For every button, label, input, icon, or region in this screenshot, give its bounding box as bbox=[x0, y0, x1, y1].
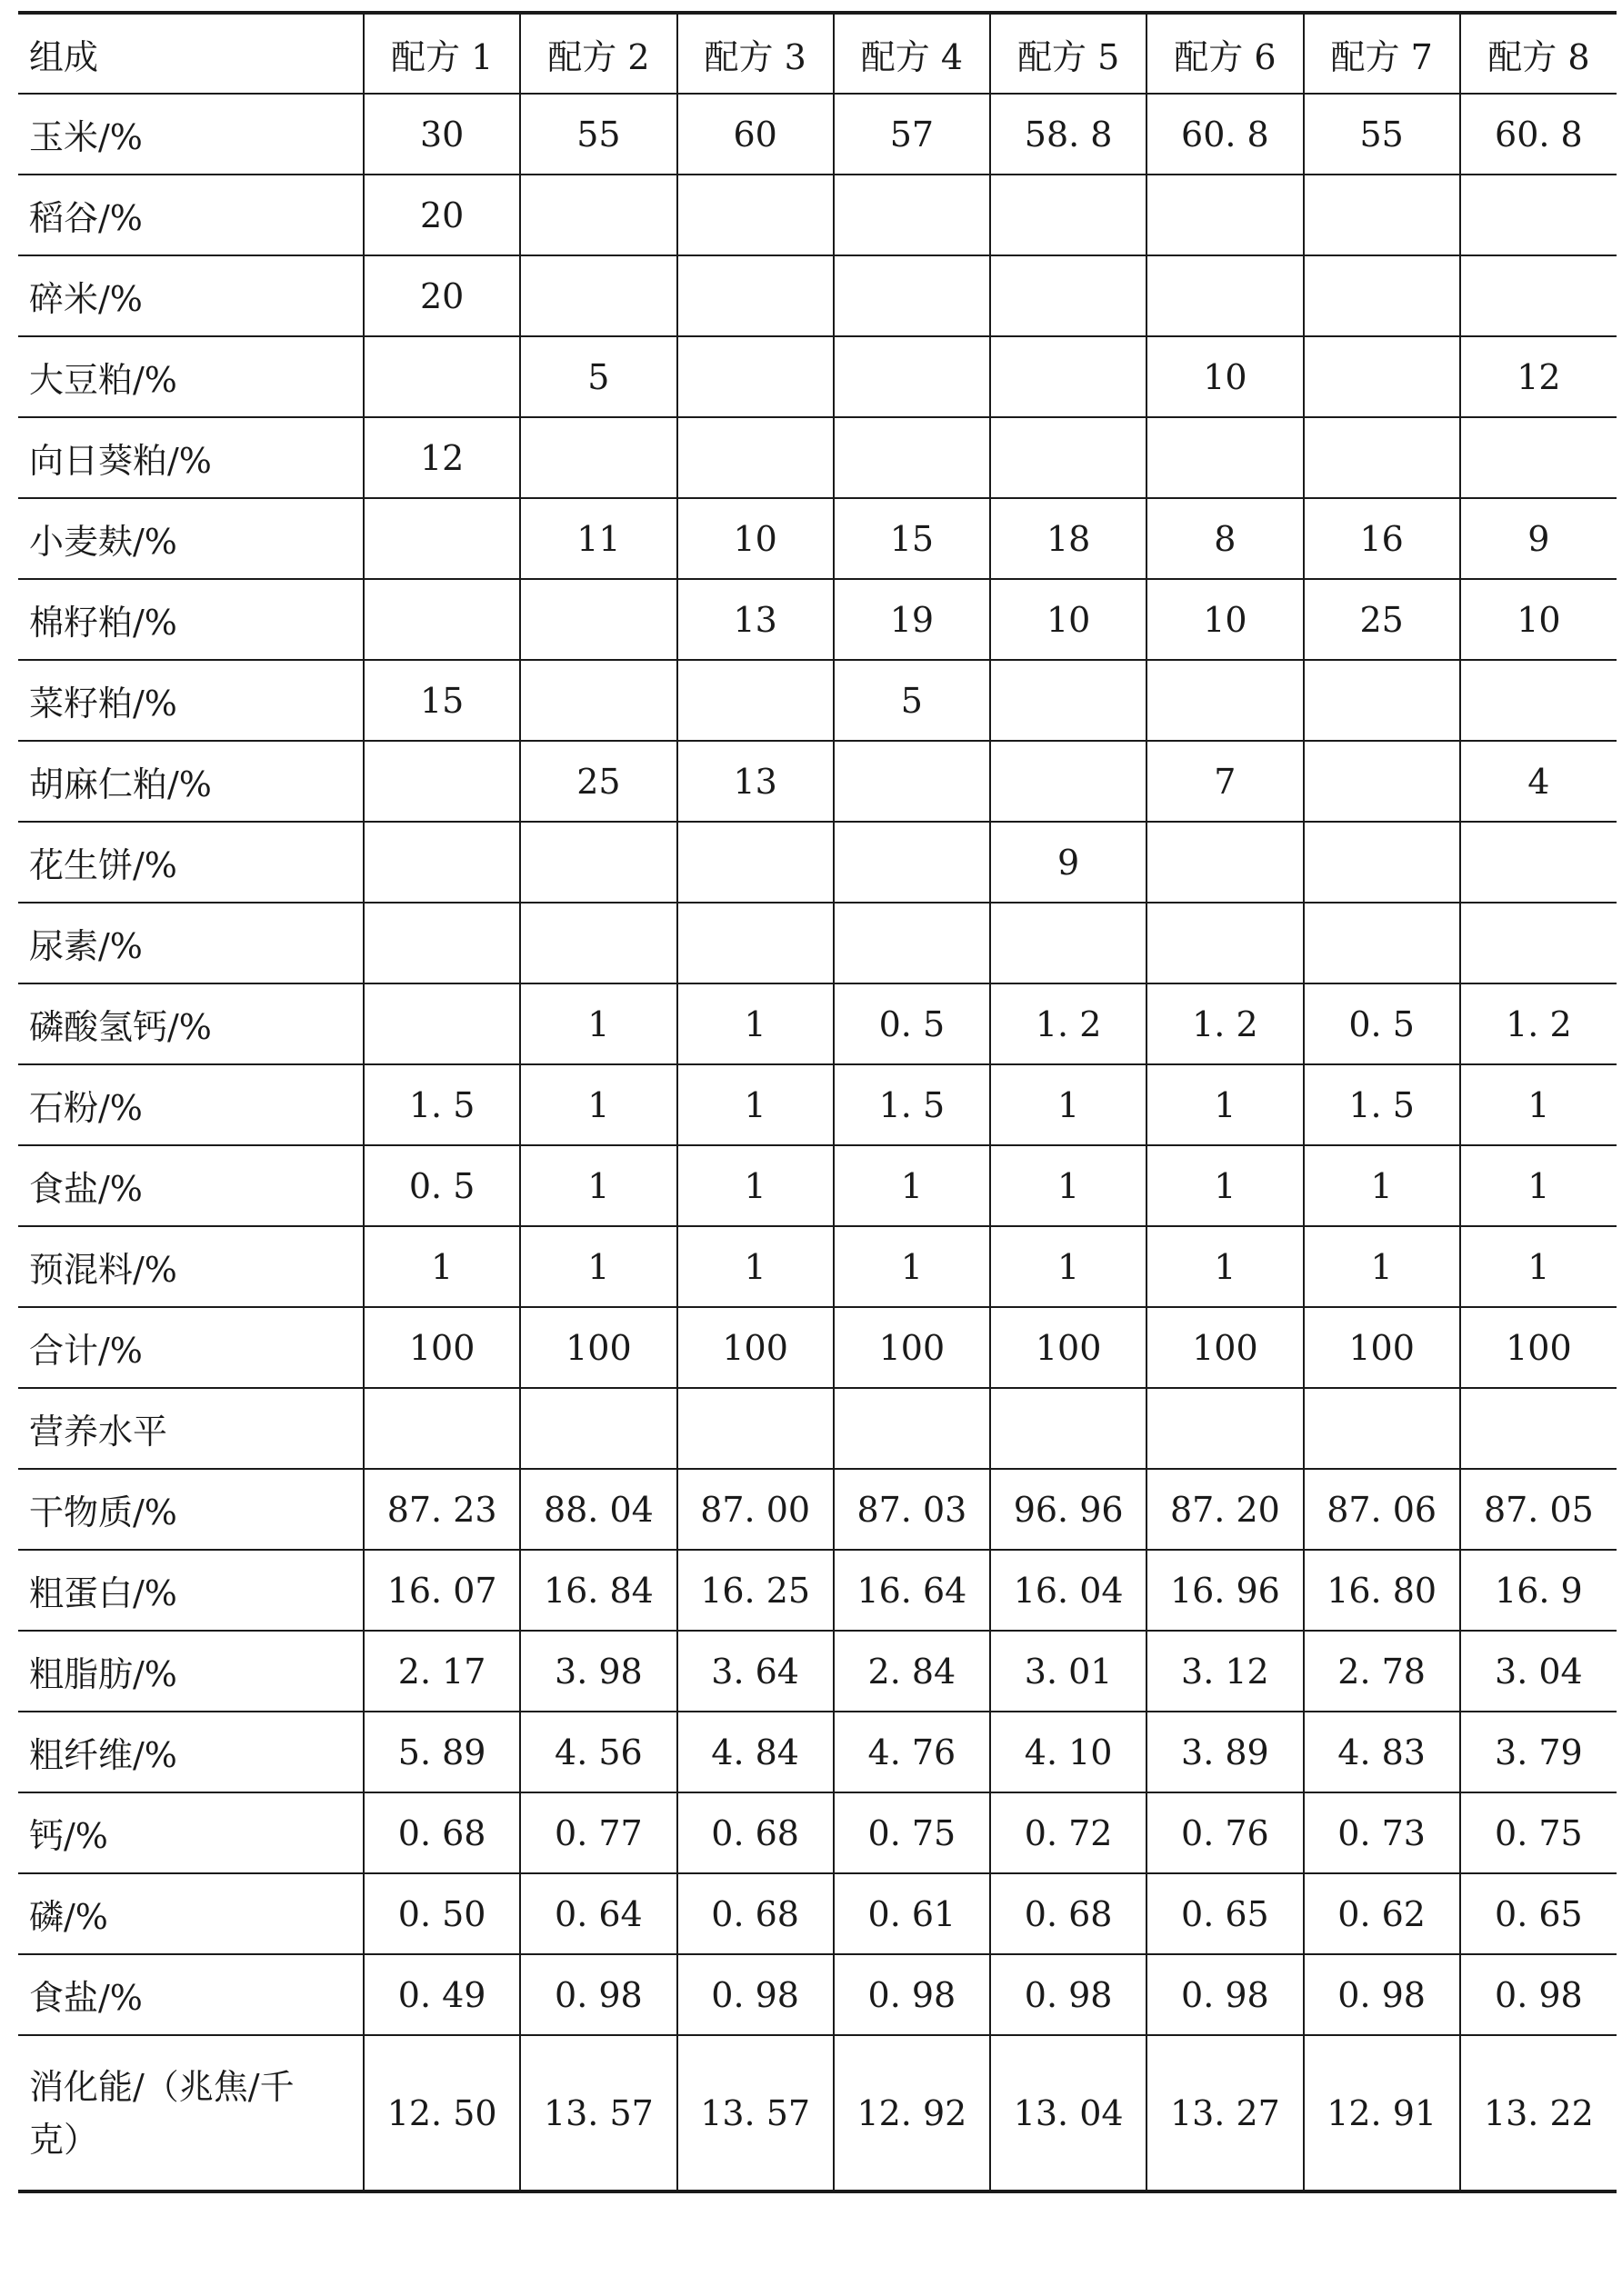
table-cell bbox=[1304, 1388, 1460, 1469]
table-cell bbox=[520, 255, 676, 336]
table-cell: 30 bbox=[364, 94, 520, 175]
table-cell: 1 bbox=[1146, 1145, 1303, 1226]
table-cell bbox=[990, 175, 1146, 255]
table-row bbox=[18, 417, 1617, 498]
table-cell: 5 bbox=[834, 660, 990, 741]
table-cell: 1 bbox=[1460, 1145, 1617, 1226]
table-cell: 1 bbox=[1146, 1226, 1303, 1307]
table-cell bbox=[677, 822, 834, 903]
table-cell: 1 bbox=[1304, 1226, 1460, 1307]
table-cell bbox=[520, 175, 676, 255]
row-label: 消化能/（兆焦/千克） bbox=[18, 2035, 364, 2191]
table-cell: 0. 61 bbox=[834, 1873, 990, 1954]
table-row bbox=[18, 1145, 1617, 1226]
table-row bbox=[18, 822, 1617, 903]
row-label: 棉籽粕/% bbox=[18, 579, 364, 660]
table-cell: 4. 56 bbox=[520, 1712, 676, 1792]
table-row bbox=[18, 741, 1617, 822]
table-cell bbox=[1146, 822, 1303, 903]
table-cell: 87. 20 bbox=[1146, 1469, 1303, 1550]
table-cell: 5 bbox=[520, 336, 676, 417]
row-label: 小麦麸/% bbox=[18, 498, 364, 579]
table-row bbox=[18, 1792, 1617, 1873]
table-cell: 87. 23 bbox=[364, 1469, 520, 1550]
table-cell: 13 bbox=[677, 741, 834, 822]
table-cell bbox=[520, 660, 676, 741]
table-cell bbox=[1304, 175, 1460, 255]
row-label: 胡麻仁粕/% bbox=[18, 741, 364, 822]
table-cell: 100 bbox=[990, 1307, 1146, 1388]
table-cell: 1 bbox=[677, 1226, 834, 1307]
table-cell bbox=[1304, 255, 1460, 336]
row-label: 粗蛋白/% bbox=[18, 1550, 364, 1631]
table-cell bbox=[834, 175, 990, 255]
table-cell: 0. 64 bbox=[520, 1873, 676, 1954]
table-cell: 100 bbox=[1304, 1307, 1460, 1388]
table-cell: 100 bbox=[677, 1307, 834, 1388]
table-cell bbox=[834, 255, 990, 336]
row-label: 食盐/% bbox=[18, 1145, 364, 1226]
table-cell: 3. 64 bbox=[677, 1631, 834, 1712]
table-cell: 8 bbox=[1146, 498, 1303, 579]
table-cell: 20 bbox=[364, 175, 520, 255]
table-cell: 13. 57 bbox=[677, 2035, 834, 2191]
row-label: 碎米/% bbox=[18, 255, 364, 336]
row-label: 磷酸氢钙/% bbox=[18, 983, 364, 1064]
header-cell-formula-4: 配方 4 bbox=[834, 13, 990, 94]
table-cell: 1 bbox=[1304, 1145, 1460, 1226]
table-cell: 13. 04 bbox=[990, 2035, 1146, 2191]
table-cell bbox=[1460, 1388, 1617, 1469]
table-row bbox=[18, 1873, 1617, 1954]
table-cell: 55 bbox=[520, 94, 676, 175]
row-label: 食盐/% bbox=[18, 1954, 364, 2035]
header-cell-formula-6: 配方 6 bbox=[1146, 13, 1303, 94]
table-cell: 2. 78 bbox=[1304, 1631, 1460, 1712]
table-row bbox=[18, 498, 1617, 579]
table-cell: 0. 5 bbox=[834, 983, 990, 1064]
table-cell: 0. 75 bbox=[1460, 1792, 1617, 1873]
table-cell bbox=[1460, 660, 1617, 741]
table-cell: 0. 77 bbox=[520, 1792, 676, 1873]
table-cell bbox=[1304, 822, 1460, 903]
table-cell bbox=[990, 903, 1146, 983]
table-cell bbox=[364, 983, 520, 1064]
table-cell bbox=[677, 255, 834, 336]
table-cell bbox=[520, 579, 676, 660]
table-cell: 4. 76 bbox=[834, 1712, 990, 1792]
table-row bbox=[18, 903, 1617, 983]
table-cell: 16 bbox=[1304, 498, 1460, 579]
row-label: 向日葵粕/% bbox=[18, 417, 364, 498]
table-cell: 9 bbox=[1460, 498, 1617, 579]
table-cell: 16. 25 bbox=[677, 1550, 834, 1631]
table-cell: 87. 03 bbox=[834, 1469, 990, 1550]
table-cell bbox=[834, 822, 990, 903]
table-cell bbox=[834, 1388, 990, 1469]
table-cell: 3. 79 bbox=[1460, 1712, 1617, 1792]
table-cell: 12 bbox=[1460, 336, 1617, 417]
table-cell: 96. 96 bbox=[990, 1469, 1146, 1550]
row-label: 预混料/% bbox=[18, 1226, 364, 1307]
table-cell: 13. 57 bbox=[520, 2035, 676, 2191]
table-cell: 12 bbox=[364, 417, 520, 498]
table-cell: 19 bbox=[834, 579, 990, 660]
table-cell bbox=[520, 822, 676, 903]
table-cell: 4. 10 bbox=[990, 1712, 1146, 1792]
table-row bbox=[18, 983, 1617, 1064]
table-cell bbox=[990, 417, 1146, 498]
table-cell: 1 bbox=[520, 1226, 676, 1307]
table-cell bbox=[1460, 175, 1617, 255]
header-cell-composition: 组成 bbox=[18, 13, 364, 94]
table-cell: 15 bbox=[364, 660, 520, 741]
table-cell bbox=[520, 903, 676, 983]
table-cell: 1 bbox=[677, 1064, 834, 1145]
table-cell bbox=[520, 1388, 676, 1469]
table-cell bbox=[834, 417, 990, 498]
table-cell bbox=[1460, 255, 1617, 336]
table-cell bbox=[990, 660, 1146, 741]
table-cell: 1 bbox=[834, 1226, 990, 1307]
table-cell: 16. 80 bbox=[1304, 1550, 1460, 1631]
table-cell bbox=[834, 336, 990, 417]
table-cell: 10 bbox=[990, 579, 1146, 660]
table-cell bbox=[990, 1388, 1146, 1469]
table-cell: 0. 98 bbox=[834, 1954, 990, 2035]
row-label: 干物质/% bbox=[18, 1469, 364, 1550]
table-cell: 4. 83 bbox=[1304, 1712, 1460, 1792]
table-cell: 0. 68 bbox=[364, 1792, 520, 1873]
table-cell: 1 bbox=[1146, 1064, 1303, 1145]
table-row bbox=[18, 175, 1617, 255]
table-cell: 1. 2 bbox=[1460, 983, 1617, 1064]
table-cell: 55 bbox=[1304, 94, 1460, 175]
table-cell: 4. 84 bbox=[677, 1712, 834, 1792]
table-cell: 58. 8 bbox=[990, 94, 1146, 175]
header-cell-formula-2: 配方 2 bbox=[520, 13, 676, 94]
table-cell bbox=[1460, 417, 1617, 498]
table-cell: 60. 8 bbox=[1460, 94, 1617, 175]
table-row bbox=[18, 660, 1617, 741]
row-label: 粗纤维/% bbox=[18, 1712, 364, 1792]
table-cell: 20 bbox=[364, 255, 520, 336]
table-cell: 1 bbox=[520, 983, 676, 1064]
row-label: 尿素/% bbox=[18, 903, 364, 983]
table-cell: 16. 64 bbox=[834, 1550, 990, 1631]
table-cell: 9 bbox=[990, 822, 1146, 903]
table-cell: 1 bbox=[1460, 1064, 1617, 1145]
table-cell: 1 bbox=[364, 1226, 520, 1307]
table-cell: 0. 72 bbox=[990, 1792, 1146, 1873]
table-cell bbox=[1460, 822, 1617, 903]
table-cell: 13. 27 bbox=[1146, 2035, 1303, 2191]
table-cell bbox=[364, 1388, 520, 1469]
table-cell: 12. 92 bbox=[834, 2035, 990, 2191]
table-cell: 10 bbox=[1460, 579, 1617, 660]
table-cell: 0. 5 bbox=[1304, 983, 1460, 1064]
table-row bbox=[18, 579, 1617, 660]
table-cell: 1. 5 bbox=[364, 1064, 520, 1145]
table-cell: 1 bbox=[990, 1226, 1146, 1307]
table-cell bbox=[1146, 417, 1303, 498]
table-row bbox=[18, 1469, 1617, 1550]
table-cell bbox=[1146, 660, 1303, 741]
table-cell bbox=[1146, 255, 1303, 336]
header-cell-formula-1: 配方 1 bbox=[364, 13, 520, 94]
table-cell: 16. 84 bbox=[520, 1550, 676, 1631]
table-row bbox=[18, 1226, 1617, 1307]
table-cell: 1 bbox=[520, 1145, 676, 1226]
table-cell: 87. 06 bbox=[1304, 1469, 1460, 1550]
table-cell bbox=[677, 417, 834, 498]
header-cell-formula-5: 配方 5 bbox=[990, 13, 1146, 94]
table-cell: 0. 49 bbox=[364, 1954, 520, 2035]
table-cell: 0. 98 bbox=[1146, 1954, 1303, 2035]
table-cell: 1 bbox=[834, 1145, 990, 1226]
table-cell: 1. 5 bbox=[1304, 1064, 1460, 1145]
table-row bbox=[18, 1064, 1617, 1145]
table-cell bbox=[677, 660, 834, 741]
table-cell: 11 bbox=[520, 498, 676, 579]
table-cell bbox=[834, 741, 990, 822]
table-cell: 2. 84 bbox=[834, 1631, 990, 1712]
table-row bbox=[18, 94, 1617, 175]
table-cell: 25 bbox=[520, 741, 676, 822]
table-cell bbox=[1146, 175, 1303, 255]
table-cell: 0. 98 bbox=[990, 1954, 1146, 2035]
table-cell: 0. 98 bbox=[677, 1954, 834, 2035]
table-cell: 3. 01 bbox=[990, 1631, 1146, 1712]
row-label: 玉米/% bbox=[18, 94, 364, 175]
table-cell: 3. 98 bbox=[520, 1631, 676, 1712]
table-cell bbox=[1304, 903, 1460, 983]
table-row bbox=[18, 1307, 1617, 1388]
table-cell: 16. 07 bbox=[364, 1550, 520, 1631]
table-cell: 3. 89 bbox=[1146, 1712, 1303, 1792]
table-cell: 1 bbox=[520, 1064, 676, 1145]
table-cell: 87. 05 bbox=[1460, 1469, 1617, 1550]
table-cell bbox=[990, 741, 1146, 822]
table-row bbox=[18, 1712, 1617, 1792]
row-label: 钙/% bbox=[18, 1792, 364, 1873]
table-row bbox=[18, 1388, 1617, 1469]
table-cell: 1. 2 bbox=[990, 983, 1146, 1064]
table-cell: 60 bbox=[677, 94, 834, 175]
table-cell: 1. 5 bbox=[834, 1064, 990, 1145]
table-cell: 100 bbox=[1460, 1307, 1617, 1388]
table-cell bbox=[1304, 741, 1460, 822]
table-row bbox=[18, 255, 1617, 336]
table-cell bbox=[364, 822, 520, 903]
header-cell-formula-7: 配方 7 bbox=[1304, 13, 1460, 94]
table-cell: 0. 65 bbox=[1146, 1873, 1303, 1954]
table-cell: 0. 68 bbox=[677, 1792, 834, 1873]
row-label: 磷/% bbox=[18, 1873, 364, 1954]
table-cell: 12. 50 bbox=[364, 2035, 520, 2191]
table-cell bbox=[364, 741, 520, 822]
row-label: 石粉/% bbox=[18, 1064, 364, 1145]
table-cell bbox=[677, 336, 834, 417]
table-cell bbox=[1304, 336, 1460, 417]
table-cell bbox=[364, 336, 520, 417]
table-cell bbox=[990, 336, 1146, 417]
table-cell: 1 bbox=[990, 1064, 1146, 1145]
table-cell: 88. 04 bbox=[520, 1469, 676, 1550]
table-cell: 13. 22 bbox=[1460, 2035, 1617, 2191]
table-cell: 0. 73 bbox=[1304, 1792, 1460, 1873]
table-cell: 87. 00 bbox=[677, 1469, 834, 1550]
table-cell: 1 bbox=[677, 1145, 834, 1226]
table-cell: 0. 68 bbox=[677, 1873, 834, 1954]
table-cell bbox=[677, 903, 834, 983]
row-label: 大豆粕/% bbox=[18, 336, 364, 417]
row-label: 合计/% bbox=[18, 1307, 364, 1388]
table-cell bbox=[834, 903, 990, 983]
table-cell: 3. 12 bbox=[1146, 1631, 1303, 1712]
table-cell bbox=[520, 417, 676, 498]
table-cell: 0. 76 bbox=[1146, 1792, 1303, 1873]
table-cell bbox=[1146, 903, 1303, 983]
feed-formula-table bbox=[18, 11, 1617, 2193]
table-cell: 10 bbox=[1146, 336, 1303, 417]
table-cell: 1 bbox=[1460, 1226, 1617, 1307]
table-cell: 7 bbox=[1146, 741, 1303, 822]
table-cell: 100 bbox=[520, 1307, 676, 1388]
table-cell: 100 bbox=[1146, 1307, 1303, 1388]
table-cell: 0. 65 bbox=[1460, 1873, 1617, 1954]
table-cell: 18 bbox=[990, 498, 1146, 579]
table-cell: 0. 50 bbox=[364, 1873, 520, 1954]
table-body bbox=[18, 94, 1617, 2191]
table-cell: 0. 68 bbox=[990, 1873, 1146, 1954]
table-cell: 16. 96 bbox=[1146, 1550, 1303, 1631]
table-cell: 0. 5 bbox=[364, 1145, 520, 1226]
table-row bbox=[18, 2035, 1617, 2191]
table-cell bbox=[990, 255, 1146, 336]
table-cell bbox=[364, 498, 520, 579]
table-cell bbox=[677, 1388, 834, 1469]
table-cell: 1. 2 bbox=[1146, 983, 1303, 1064]
table-cell: 1 bbox=[677, 983, 834, 1064]
row-label: 粗脂肪/% bbox=[18, 1631, 364, 1712]
table-cell: 100 bbox=[364, 1307, 520, 1388]
table-cell bbox=[1146, 1388, 1303, 1469]
table-cell bbox=[1304, 417, 1460, 498]
header-cell-formula-3: 配方 3 bbox=[677, 13, 834, 94]
table-cell: 10 bbox=[677, 498, 834, 579]
table-cell: 1 bbox=[990, 1145, 1146, 1226]
table-row bbox=[18, 336, 1617, 417]
row-label: 菜籽粕/% bbox=[18, 660, 364, 741]
table-cell bbox=[1304, 660, 1460, 741]
table-cell: 60. 8 bbox=[1146, 94, 1303, 175]
table-cell: 0. 75 bbox=[834, 1792, 990, 1873]
table-row bbox=[18, 1954, 1617, 2035]
row-label: 花生饼/% bbox=[18, 822, 364, 903]
table-cell: 12. 91 bbox=[1304, 2035, 1460, 2191]
table-header-row bbox=[18, 13, 1617, 94]
table-cell: 10 bbox=[1146, 579, 1303, 660]
table-cell: 57 bbox=[834, 94, 990, 175]
table-cell: 13 bbox=[677, 579, 834, 660]
table-cell: 0. 98 bbox=[1304, 1954, 1460, 2035]
header-cell-formula-8: 配方 8 bbox=[1460, 13, 1617, 94]
row-label: 稻谷/% bbox=[18, 175, 364, 255]
table-cell: 0. 62 bbox=[1304, 1873, 1460, 1954]
table-cell bbox=[364, 903, 520, 983]
table-cell: 15 bbox=[834, 498, 990, 579]
table-cell: 4 bbox=[1460, 741, 1617, 822]
table-cell: 3. 04 bbox=[1460, 1631, 1617, 1712]
table-cell bbox=[364, 579, 520, 660]
table-cell bbox=[677, 175, 834, 255]
table-cell: 100 bbox=[834, 1307, 990, 1388]
table-cell: 5. 89 bbox=[364, 1712, 520, 1792]
table-cell: 0. 98 bbox=[520, 1954, 676, 2035]
table-row bbox=[18, 1550, 1617, 1631]
table-cell: 25 bbox=[1304, 579, 1460, 660]
table-cell: 16. 9 bbox=[1460, 1550, 1617, 1631]
table-cell bbox=[1460, 903, 1617, 983]
table-row bbox=[18, 1631, 1617, 1712]
table-cell: 2. 17 bbox=[364, 1631, 520, 1712]
row-label: 营养水平 bbox=[18, 1388, 364, 1469]
table-cell: 0. 98 bbox=[1460, 1954, 1617, 2035]
table-cell: 16. 04 bbox=[990, 1550, 1146, 1631]
